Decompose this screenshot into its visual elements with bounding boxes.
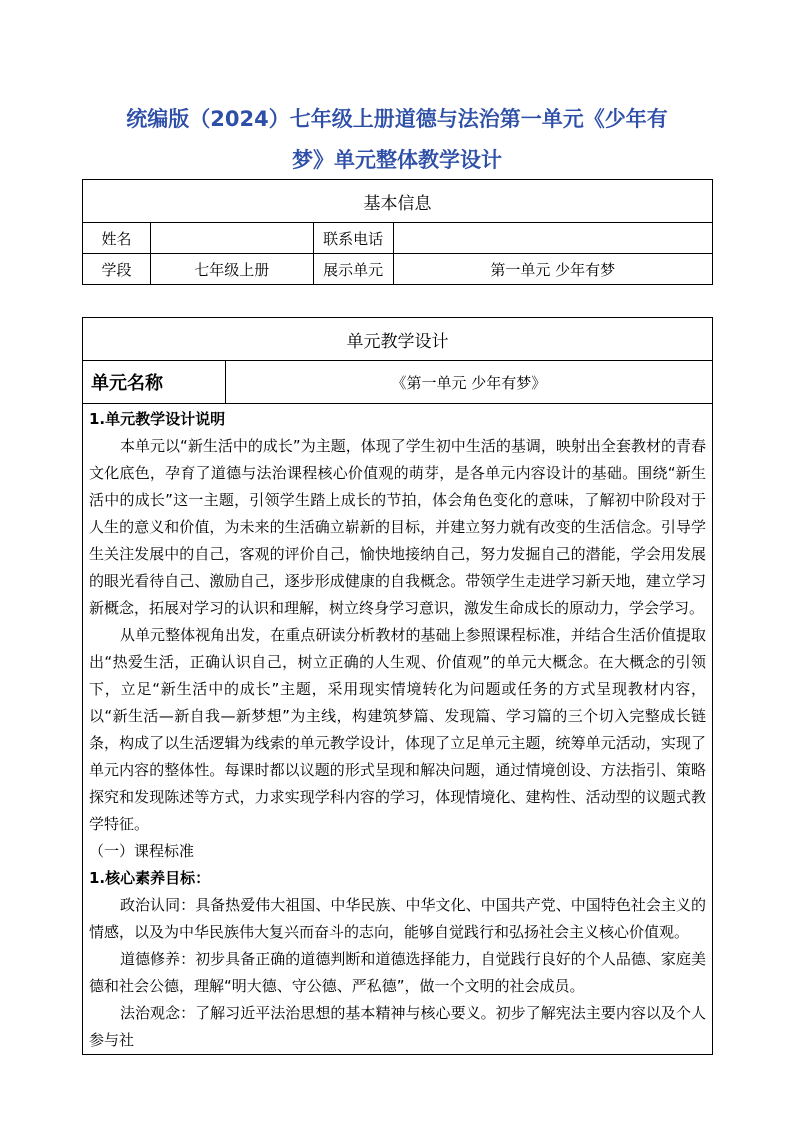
stage-label: 学段: [83, 254, 151, 285]
stage-value: 七年级上册: [150, 254, 313, 285]
title-line-1: 统编版（2024）七年级上册道德与法治第一单元《少年有: [126, 107, 668, 131]
phone-value: [393, 223, 712, 254]
name-value: [150, 223, 313, 254]
unit-label: 展示单元: [313, 254, 393, 285]
paragraph-legal: 法治观念：了解习近平法治思想的基本精神与核心要义。初步了解宪法主要内容以及个人参与社: [89, 1004, 706, 1049]
subsection-heading: （一）课程标准: [89, 842, 195, 860]
phone-label: 联系电话: [313, 223, 393, 254]
unit-name-value: 《第一单元 少年有梦》: [225, 361, 712, 404]
paragraph-1: 本单元以“新生活中的成长”为主题，体现了学生初中生活的基调，映射出全套教材的青春文化底色，孕育了道德与法治课程核心价值观的萌芽，是各单元内容设计的基础。围绕“新生活中的成长”这一主题，引领学生踏上成长的节拍，体会角色变化的意味，了解初中阶段对于人生的意义和价值，为未来的生活确立崭新的目标，并建立努力就有改变的生活信念。引导学生关注发展中的自己，客观的评价自己，愉快地接纳自己，努力发掘自己的潜能，学会用发展的眼光看待自己、激励自己，逐步形成健康的自我概念。带领学生走进学习新天地，建立学习新概念，拓展对学习的认识和理解，树立终身学习意识，激发生命成长的原动力，学会学习。: [89, 437, 706, 617]
unit-design-header: 单元教学设计: [83, 318, 713, 361]
unit-design-body: [83, 404, 713, 1055]
basic-info-table: [82, 179, 713, 285]
unit-value: 第一单元 少年有梦: [393, 254, 712, 285]
section-heading: 1.单元教学设计说明: [89, 410, 226, 428]
paragraph-moral: 道德修养：初步具备正确的道德判断和道德选择能力，自觉践行良好的个人品德、家庭美德和社会公德，理解“明大德、守公德、严私德”，做一个文明的社会成员。: [89, 950, 706, 995]
unit-design-table: [82, 317, 713, 1055]
title-line-2: 梦》单元整体教学设计: [292, 148, 502, 172]
basic-info-header: 基本信息: [83, 180, 713, 223]
paragraph-2: 从单元整体视角出发，在重点研读分析教材的基础上参照课程标准，并结合生活价值提取出“热爱生活，正确认识自己，树立正确的人生观、价值观”的单元大概念。在大概念的引领下，立足“新生活中的成长”主题，采用现实情境转化为问题或任务的方式呈现教材内容，以“新生活—新自我—新梦想”为主线，构建筑梦篇、发现篇、学习篇的三个切入完整成长链条，构成了以生活逻辑为线索的单元教学设计，体现了立足单元主题，统筹单元活动，实现了单元内容的整体性。每课时都以议题的形式呈现和解决问题，通过情境创设、方法指引、策略探究和发现陈述等方式，力求实现学科内容的学习，体现情境化、建构性、活动型的议题式教学特征。: [89, 626, 706, 833]
name-label: 姓名: [83, 223, 151, 254]
unit-name-label: 单元名称: [83, 361, 226, 404]
paragraph-political: 政治认同：具备热爱伟大祖国、中华民族、中华文化、中国共产党、中国特色社会主义的情感，以及为中华民族伟大复兴而奋斗的志向，能够自觉践行和弘扬社会主义核心价值观。: [89, 896, 706, 941]
subsection-item-heading: 1.核心素养目标：: [89, 869, 211, 887]
